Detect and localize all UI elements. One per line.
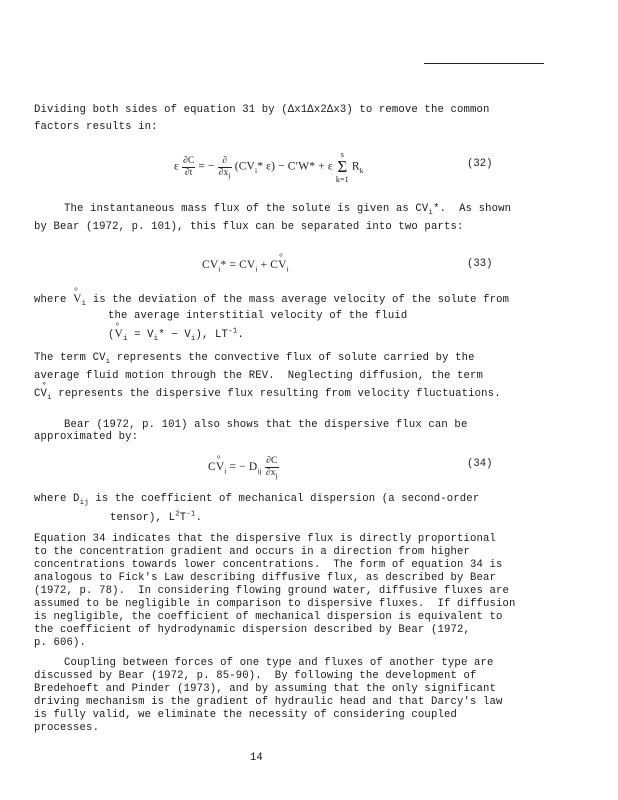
para3-line1: The term $CV_i$ represents the convective flux of solute carried by the [34,352,475,367]
para3-line2: average fluid motion through the REV. Neglecting diffusion, the term [34,370,484,382]
para5-line6: assumed to be negligible in comparison to dispersive fluxes. If diffusion [34,598,516,610]
where1-text: is the deviation of the mass average velocity of the solute from [92,294,510,306]
where2-lead: where D [34,493,80,505]
where2-text: is the coefficient of mechanical dispersion (a second-order [95,493,480,505]
where1-line3-tail: ), LT [195,329,229,341]
para6-line1: Coupling between forces of one type and fluxes of another type are [64,657,494,669]
where1-line3: (° $V_i = V_i* - V_i$), $LT^{-1}$. [108,327,244,343]
para5-line3: concentrations towards lower concentrations. The form of equation 34 is [34,559,503,571]
equation-32: ε $\frac{\partial C}{\partial t}$ = − $\frac{\partial}{\partial x_j}$ ($CV_i*$ ε) − C′W* + ε s Σ k=1 $R_k$ [174,150,364,184]
where2-line2: tensor), $L^2T^{-1}$. [110,510,203,524]
para3-line3-text: represents the dispersive flux resulting from velocity fluctuations. [58,388,501,400]
para1-line1: Dividing both sides of equation 31 by (Δx1Δx2Δx3) to remove the common [34,104,490,116]
para5-line5: (1972, p. 78). In considering flowing ground water, diffusive fluxes are [34,585,510,597]
para6-line5: is fully valid, we eliminate the necessity of considering coupled [34,709,457,721]
where1-line2: the average interstitial velocity of the fluid [108,310,408,322]
equation-34: C° $V_i$ = − $D_{ij}$ $\frac{\partial C}{\partial x_j}$ [208,456,279,479]
para5-line4: analogous to Fick's Law describing diffusive flux, as described by Bear [34,572,497,584]
para5-line1: Equation 34 indicates that the dispersive flux is directly proportional [34,533,497,545]
para2-line1: The instantaneous mass flux of the solute is given as $CV_i*$. As shown [64,203,512,218]
where1-line1: where ° $V_i$ is the deviation of the mass average velocity of the solute from [34,292,509,308]
para4-line2: approximated by: [34,431,139,443]
para2-line2: by Bear (1972, p. 101), this flux can be separated into two parts: [34,221,464,233]
para5-line7: is negligible, the coefficient of mechanical dispersion is equivalent to [34,611,503,623]
equation-33-number: (33) [467,258,493,270]
para6-line6: processes. [34,722,100,734]
para5-line9: p. 606). [34,637,87,649]
equation-34-number: (34) [467,458,493,470]
para4-line1: Bear (1972, p. 101) also shows that the dispersive flux can be [64,419,468,431]
header-rule [424,63,544,64]
para2-line1-text-a: The instantaneous mass flux of the solute is given as CV [64,203,429,215]
para3-line1-text-a: The term CV [34,352,106,364]
para6-line3: Bredehoeft and Pinder (1973), and by assuming that the only significant [34,683,497,695]
para2-line1-text-b: *. As shown [433,203,512,215]
para5-line2: to the concentration gradient and occurs in a direction from higher [34,546,470,558]
equation-33: $CV_i* = CV_i + C^\circ$ $V_i$ [202,258,289,273]
para6-line4: driving mechanism is the gradient of hydraulic head and that Darcy's law [34,696,503,708]
page-number: 14 [250,752,263,764]
para3-line3: C° $V_i$ represents the dispersive flux resulting from velocity fluctuations. [34,387,501,402]
where1-lead: where [34,294,67,306]
para3-line1-text-b: represents the convective flux of solute carried by the [116,352,475,364]
para6-line2: discussed by Bear (1972, p. 85-90). By following the development of [34,670,477,682]
where2-line1: where $D_{ij}$ is the coefficient of mechanical dispersion (a second-order [34,493,480,508]
para5-line8: the coefficient of hydrodynamic dispersion described by Bear (1972, [34,624,470,636]
para1-line2: factors results in: [34,121,158,133]
where2-line2-text: tensor), L [110,512,176,524]
equation-32-number: (32) [467,158,493,170]
